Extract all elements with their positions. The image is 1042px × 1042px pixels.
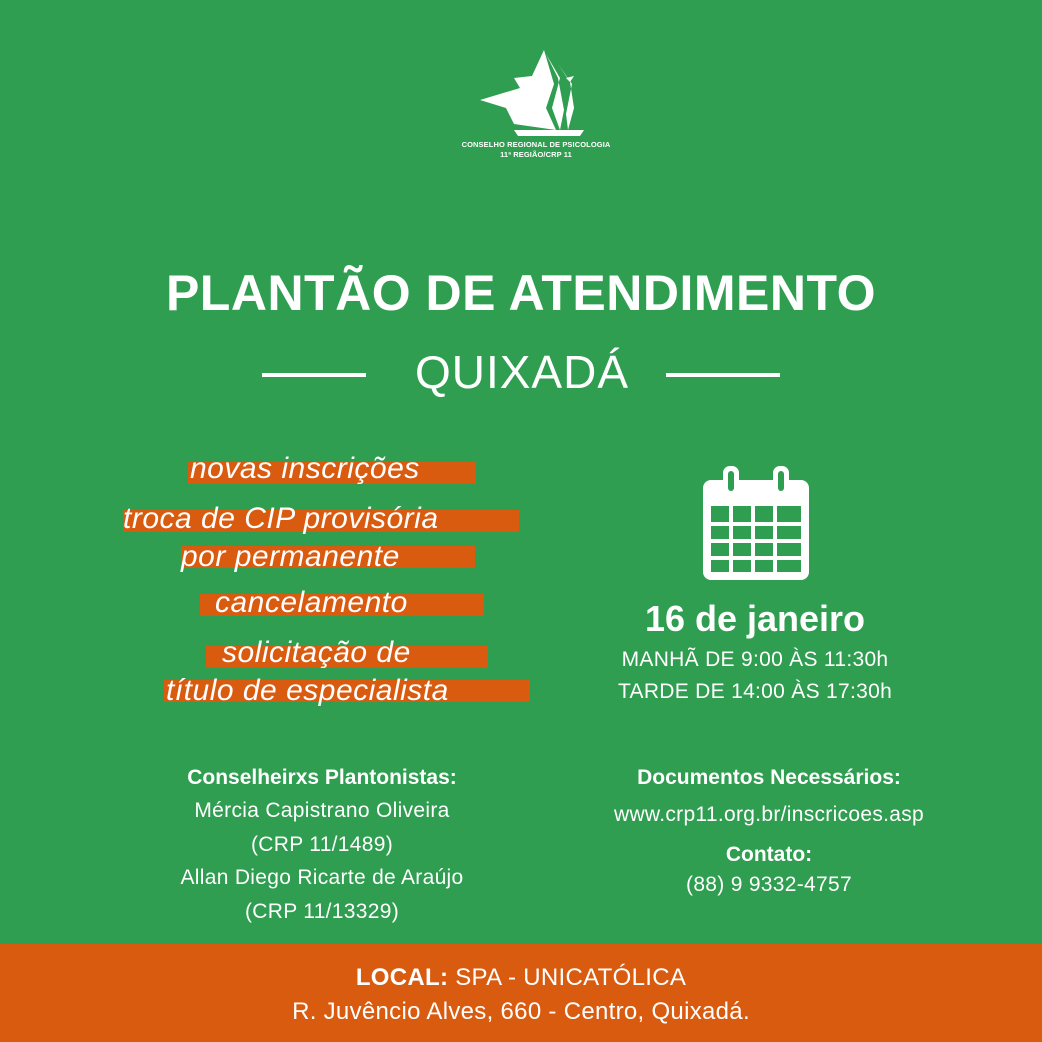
footer-bar (0, 944, 1042, 1042)
counselor-crp: (CRP 11/13329) (244, 900, 399, 923)
contact-phone[interactable]: (88) 9 9332-4757 (686, 873, 852, 896)
calendar-icon (701, 466, 811, 582)
counselor-name: Mércia Capistrano Oliveira (194, 799, 450, 822)
service-item: troca de CIP provisória (123, 502, 439, 535)
location-label: LOCAL: (355, 964, 449, 991)
service-item: título de especialista (166, 674, 449, 707)
location-line (0, 962, 1042, 994)
service-item: por permanente (181, 540, 400, 573)
service-item: novas inscrições (190, 452, 420, 485)
sails-logo-icon (474, 48, 598, 140)
subtitle-row (262, 342, 780, 402)
logo-text-line2: 11ª REGIÃO/CRP 11 (500, 150, 572, 159)
page-subtitle: QUIXADÁ (414, 346, 630, 398)
location-value: SPA - UNICATÓLICA (448, 964, 687, 991)
page-title: PLANTÃO DE ATENDIMENTO (165, 265, 877, 321)
morning-hours: MANHÃ DE 9:00 ÀS 11:30h (621, 648, 889, 671)
service-item: solicitação de (222, 636, 411, 669)
counselor-name: Allan Diego Ricarte de Araújo (180, 866, 464, 889)
logo-text-line1: CONSELHO REGIONAL DE PSICOLOGIA (461, 140, 611, 149)
afternoon-hours: TARDE DE 14:00 ÀS 17:30h (617, 680, 893, 703)
crp-logo (461, 48, 611, 163)
divider-left (262, 373, 366, 377)
event-date: 16 de janeiro (644, 598, 866, 639)
contact-heading: Contato: (725, 843, 813, 866)
documents-heading: Documentos Necessários: (637, 766, 901, 789)
counselors-heading: Conselheirxs Plantonistas: (187, 766, 457, 789)
service-item: cancelamento (215, 586, 408, 619)
counselor-crp: (CRP 11/1489) (250, 833, 394, 856)
documents-url[interactable]: www.crp11.org.br/inscricoes.asp (613, 803, 925, 826)
address: R. Juvêncio Alves, 660 - Centro, Quixadá. (292, 998, 750, 1025)
divider-right (666, 373, 780, 377)
